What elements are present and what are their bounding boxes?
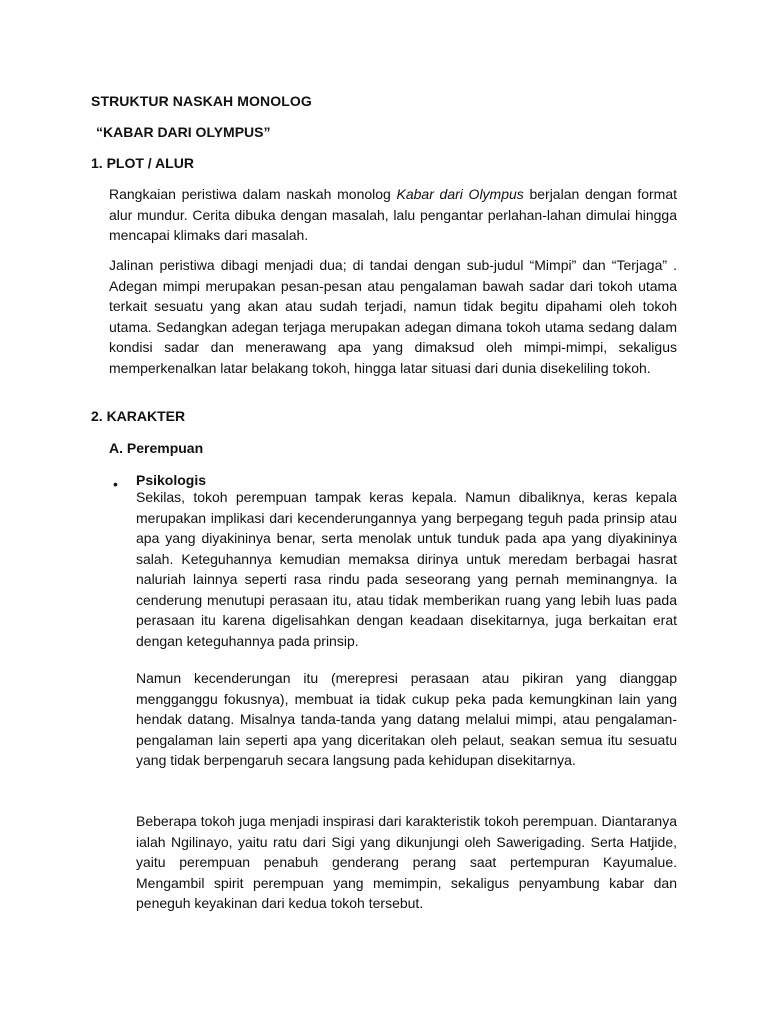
psikologis-paragraph-1: Sekilas, tokoh perempuan tampak keras kepala. Namun dibaliknya, keras kepala merupakan implikasi dari kecenderungannya yang berpegang teguh pada prinsip atau apa yang diyakininya benar, serta menolak untuk tunduk pada apa yang diyakininya salah. Keteguhannya kemudian memaksa dirinya untuk meredam berbagai hasrat naluriah lainnya seperti rasa rindu pada seseorang yang pernah meminangnya. Ia cenderung menutupi perasaan itu, atau tidak memberikan ruang yang lebih luas pada perasaan itu karena digelisahkan dengan keadaan disekitarnya, juga berkaitan erat dengan keteguhannya pada prinsip. <box>136 489 677 649</box>
document-subtitle: “KABAR DARI OLYMPUS” <box>96 124 271 140</box>
plot-paragraph-2: Jalinan peristiwa dibagi menjadi dua; di tandai dengan sub-judul “Mimpi” dan “Terjaga” . Adegan mimpi merupakan pesan-pesan atau pengalaman bawah sadar dari tokoh utama terkait sesuatu yang akan atau sudah terjadi, namun tidak begitu dipahami oleh tokoh utama. Sedangkan adegan terjaga merupakan adegan dimana tokoh utama sedang dalam kondisi sadar dan menerawang apa yang dimaksud oleh mimpi-mimpi, sekaligus memperkenalkan latar belakang tokoh, hingga latar situasi dari dunia disekeliling tokoh. <box>109 257 677 376</box>
plot-paragraph-1 <box>109 184 677 246</box>
psikologis-paragraph-2: Namun kecenderungan itu (merepresi perasaan atau pikiran yang dianggap mengganggu fokusnya), membuat ia tidak cukup peka pada kemungkinan lain yang hendak datang. Misalnya tanda-tanda yang datang melalui mimpi, atau pengalaman-pengalaman lain seperti apa yang diceritakan oleh pelaut, seakan semua itu sesuatu yang tidak berpengaruh secara langsung pada kehidupan disekitarnya. <box>136 670 677 768</box>
bullet-icon: • <box>113 476 118 492</box>
plot-paragraph-1-italic-title: Kabar dari Olympus <box>396 186 524 202</box>
plot-paragraph-1-start: Rangkaian peristiwa dalam naskah monolog <box>109 186 397 202</box>
section-heading-plot: 1. PLOT / ALUR <box>91 155 194 171</box>
psikologis-paragraph-3: Beberapa tokoh juga menjadi inspirasi dari karakteristik tokoh perempuan. Diantaranya ialah Ngilinayo, yaitu ratu dari Sigi yang dikunjungi oleh Sawerigading. Serta Hatjide, yaitu perempuan penabuh genderang perang saat pertempuran Kayumalue. Mengambil spirit perempuan yang memimpin, sekaligus penyambung kabar dan peneguh keyakinan dari kedua tokoh tersebut. <box>136 813 677 911</box>
section-heading-karakter: 2. KARAKTER <box>91 408 186 424</box>
subsection-heading-perempuan: A. Perempuan <box>109 440 204 456</box>
bullet-title-psikologis: Psikologis <box>136 472 207 488</box>
document-title: STRUKTUR NASKAH MONOLOG <box>91 93 312 109</box>
plot-paragraph-1-end: berjalan dengan format alur mundur. Cerita dibuka dengan masalah, lalu pengantar perlahan-lahan dimulai hingga mencapai klimaks dari masalah. <box>109 186 678 243</box>
